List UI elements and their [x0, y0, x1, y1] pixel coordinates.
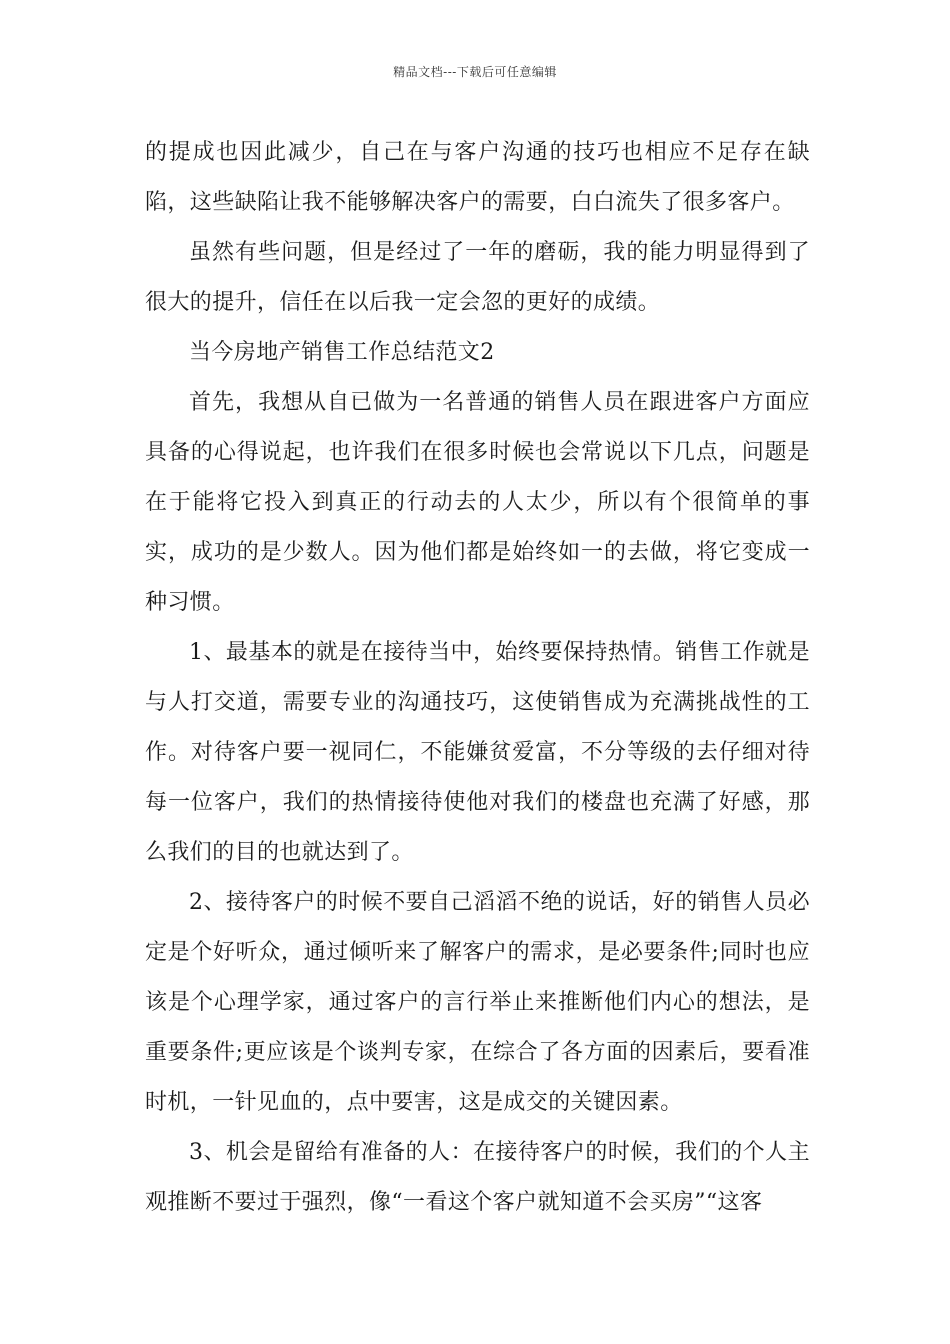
paragraph-point-2: 2、接待客户的时候不要自己滔滔不绝的说话，好的销售人员必定是个好听众，通过倾听来了解客户的需求，是必要条件;同时也应该是个心理学家，通过客户的言行举止来推断他们内心的想法，是重要条件;更应该是个谈判专家，在综合了各方面的因素后，要看准时机，一针见血的，点中要害，这是成交的关键因素。 [145, 890, 810, 1115]
section-title: 当今房地产销售工作总结范文2 [189, 340, 495, 365]
paragraph-intro: 首先，我想从自已做为一名普通的销售人员在跟进客户方面应具备的心得说起，也许我们在很多时候也会常说以下几点，问题是在于能将它投入到真正的行动去的人太少，所以有个很简单的事实，成功的是少数人。因为他们都是始终如一的去做，将它变成一种习惯。 [145, 390, 810, 615]
document-body [145, 128, 810, 1228]
paragraph-point-3: 3、机会是留给有准备的人：在接待客户的时候，我们的个人主观推断不要过于强烈，像“一看这个客户就知道不会买房”“这客 [145, 1140, 810, 1215]
paragraph-continuation: 的提成也因此减少，自己在与客户沟通的技巧也相应不足存在缺陷，这些缺陷让我不能够解决客户的需要，白白流失了很多客户。 [145, 140, 810, 215]
paragraph-point-1: 1、最基本的就是在接待当中，始终要保持热情。销售工作就是与人打交道，需要专业的沟通技巧，这使销售成为充满挑战性的工作。对待客户要一视同仁，不能嫌贫爱富，不分等级的去仔细对待每一位客户，我们的热情接待使他对我们的楼盘也充满了好感，那么我们的目的也就达到了。 [145, 640, 810, 865]
paragraph-summary: 虽然有些问题，但是经过了一年的磨砺，我的能力明显得到了很大的提升，信任在以后我一定会忽的更好的成绩。 [145, 240, 810, 315]
page-header: 精品文档---下载后可任意编辑 [393, 65, 557, 79]
